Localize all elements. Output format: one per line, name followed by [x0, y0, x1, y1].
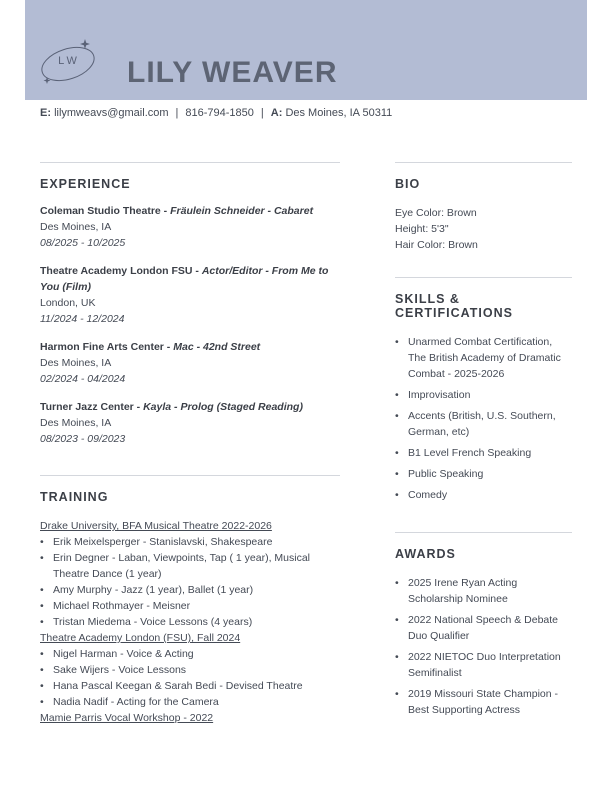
skill-item: • Accents (British, U.S. Southern, German, etc) [395, 408, 572, 440]
teacher-item: • Michael Rothmayer - Meisner [40, 598, 340, 614]
training-section [40, 490, 340, 726]
experience-dates: 08/2023 - 09/2023 [40, 433, 126, 445]
experience-location: Des Moines, IA [40, 357, 112, 369]
awards-list [395, 575, 572, 718]
experience-section [40, 177, 340, 447]
skill-item: • B1 Level French Speaking [395, 445, 572, 461]
skill-item: • Public Speaking [395, 466, 572, 482]
experience-location: London, UK [40, 297, 96, 309]
hair-color: Hair Color: Brown [395, 239, 478, 251]
teacher-list [40, 534, 340, 630]
award-item: • 2022 National Speech & Debate Duo Qualifier [395, 612, 572, 644]
candidate-name: LILY WEAVER [127, 56, 338, 89]
teacher-item: • Tristan Miedema - Voice Lessons (4 years) [40, 614, 340, 630]
experience-dash: - [192, 265, 202, 277]
skills-section [395, 292, 572, 508]
teacher-item: • Erik Meixelsperger - Stanislavski, Shakespeare [40, 534, 340, 550]
experience-role: Kayla - Prolog (Staged Reading) [143, 401, 303, 413]
phone-number: 816-794-1850 [185, 107, 254, 119]
experience-location: Des Moines, IA [40, 221, 112, 233]
eye-color: Eye Color: Brown [395, 207, 477, 219]
divider [40, 475, 340, 476]
skill-item: • Unarmed Combat Certification, The British Academy of Dramatic Combat - 2025-2026 [395, 334, 572, 382]
training-school: Drake University, BFA Musical Theatre 2022-2026 [40, 520, 272, 532]
bio-section [395, 177, 572, 253]
divider [40, 162, 340, 163]
teacher-list [40, 646, 340, 710]
skill-item: • Comedy [395, 487, 572, 503]
address: Des Moines, IA 50311 [285, 107, 393, 119]
award-item: • 2019 Missouri State Champion - Best Supporting Actress [395, 686, 572, 718]
experience-item [40, 263, 340, 327]
experience-dates: 08/2025 - 10/2025 [40, 237, 126, 249]
training-list [40, 518, 340, 726]
experience-role: Fräulein Schneider - Cabaret [170, 205, 314, 217]
bio-title: BIO [395, 177, 421, 191]
divider [395, 277, 572, 278]
experience-item [40, 339, 340, 387]
award-item: • 2025 Irene Ryan Acting Scholarship Nominee [395, 575, 572, 607]
teacher-item: • Sake Wijers - Voice Lessons [40, 662, 340, 678]
experience-title: EXPERIENCE [40, 177, 131, 191]
teacher-item: • Nadia Nadif - Acting for the Camera [40, 694, 340, 710]
address-label: A: [270, 107, 283, 119]
experience-location: Des Moines, IA [40, 417, 112, 429]
email-label: E: [40, 107, 51, 119]
experience-dash: - [163, 341, 174, 353]
experience-dates: 02/2024 - 04/2024 [40, 373, 126, 385]
award-item: • 2022 NIETOC Duo Interpretation Semifinalist [395, 649, 572, 681]
divider [395, 162, 572, 163]
skills-list [395, 334, 572, 503]
training-school: Mamie Parris Vocal Workshop - 2022 [40, 712, 214, 724]
monogram-logo [38, 37, 100, 89]
teacher-item: • Hana Pascal Keegan & Sarah Bedi - Devised Theatre [40, 678, 340, 694]
monogram-initials: LW [58, 55, 80, 67]
experience-item [40, 203, 340, 251]
email-address: lilymweavs@gmail.com [54, 107, 169, 119]
experience-org: Harmon Fine Arts Center [40, 341, 164, 353]
height: Height: 5'3" [395, 223, 449, 235]
experience-list [40, 203, 340, 447]
experience-org: Theatre Academy London FSU [40, 265, 193, 277]
experience-heading [40, 203, 340, 219]
skill-item: • Improvisation [395, 387, 572, 403]
experience-heading [40, 339, 340, 355]
experience-item [40, 399, 340, 447]
teacher-item: • Amy Murphy - Jazz (1 year), Ballet (1 year) [40, 582, 340, 598]
skills-title: SKILLS & CERTIFICATIONS [395, 292, 513, 320]
experience-dash: - [160, 205, 171, 217]
contact-separator: | [260, 107, 264, 119]
teacher-item: • Erin Degner - Laban, Viewpoints, Tap ( 1 year), Musical Theatre Dance (1 year) [40, 550, 340, 582]
awards-section [395, 547, 572, 723]
experience-org: Turner Jazz Center [40, 401, 134, 413]
divider [395, 532, 572, 533]
experience-heading [40, 399, 340, 415]
experience-dates: 11/2024 - 12/2024 [40, 313, 125, 325]
awards-title: AWARDS [395, 547, 456, 561]
contact-line [40, 107, 392, 119]
experience-role: Mac - 42nd Street [173, 341, 261, 353]
teacher-item: • Nigel Harman - Voice & Acting [40, 646, 340, 662]
experience-role: Actor/Editor - From Me to You (Film) [40, 265, 329, 293]
training-school: Theatre Academy London (FSU), Fall 2024 [40, 632, 241, 644]
contact-separator: | [175, 107, 179, 119]
experience-heading [40, 263, 340, 295]
training-title: TRAINING [40, 490, 109, 504]
experience-dash: - [133, 401, 144, 413]
experience-org: Coleman Studio Theatre [40, 205, 161, 217]
